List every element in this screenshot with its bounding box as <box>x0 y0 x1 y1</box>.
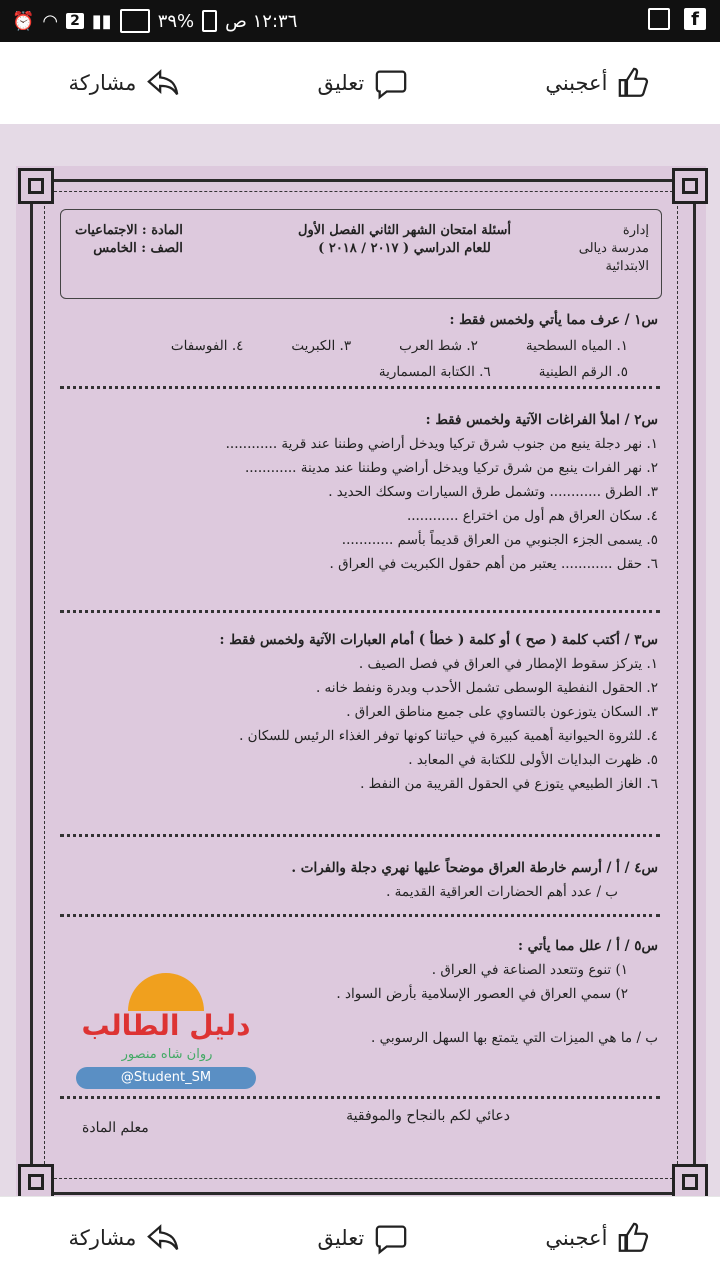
exam-wish: دعائي لكم بالنجاح والموفقية <box>346 1108 510 1124</box>
alarm-icon: ⏰ <box>12 10 35 32</box>
question-item: ٣. الطرق ............ وتشمل طرق السيارات وسكك الحديد . <box>328 484 658 500</box>
question-item: ٢) سمي العراق في العصور الإسلامية بأرض السواد . <box>336 986 628 1002</box>
dotted-divider <box>60 386 660 389</box>
comment-icon <box>374 66 408 100</box>
question-title: س٤ / أ / أرسم خارطة العراق موضحاً عليها نهري دجلة والفرات . <box>291 860 658 876</box>
question-item: ٤. للثروة الحيوانية أهمية كبيرة في حياتنا كونها توفر الغذاء الرئيس للسكان . <box>239 728 658 744</box>
watermark-logo <box>66 959 266 1099</box>
clock: ١٢:٣٦ ص <box>225 10 298 32</box>
school-type: الابتدائية <box>605 259 649 274</box>
exam-title <box>298 222 511 258</box>
dotted-divider <box>60 610 660 613</box>
term-item: ٦. الكتابة المسمارية <box>378 364 491 380</box>
share-button[interactable] <box>69 66 181 100</box>
question-item: ٣. السكان يتوزعون بالتساوي على جميع مناطق العراق . <box>346 704 658 720</box>
share-label: مشاركة <box>68 71 137 95</box>
image-icon <box>648 8 670 30</box>
comment-button[interactable] <box>317 66 408 100</box>
question-2 <box>58 404 658 572</box>
school-info <box>579 222 649 276</box>
question-title: س٣ / أكتب كلمة ( صح ) أو كلمة ( خطأ ) أمام العبارات الآتية ولخمس فقط : <box>219 632 658 648</box>
comment-label: تعليق <box>317 1226 365 1250</box>
facebook-icon: f <box>684 8 706 30</box>
exam-title-text: أسئلة امتحان الشهر الثاني الفصل الأول <box>298 223 511 238</box>
terms-row-1 <box>58 338 628 354</box>
like-label: أعجبني <box>545 1226 608 1250</box>
teacher-signature: معلم المادة <box>82 1120 149 1136</box>
term-item: ٤. الفوسفات <box>170 338 244 354</box>
share-icon <box>146 66 180 100</box>
status-bar <box>0 0 720 42</box>
question-item: ٥. ظهرت البدايات الأولى للكتابة في المعابد . <box>408 752 658 768</box>
subject-label: المادة : الاجتماعيات <box>75 223 183 238</box>
comment-label: تعليق <box>317 71 365 95</box>
battery-icon <box>202 10 217 32</box>
watermark-title: دليل الطالب <box>81 1009 251 1042</box>
grade-label: الصف : الخامس <box>93 241 183 256</box>
like-button[interactable] <box>545 1221 651 1255</box>
action-bar-bottom <box>0 1196 720 1279</box>
status-left <box>12 9 297 33</box>
dotted-divider <box>60 914 660 917</box>
exam-header <box>60 209 662 299</box>
corner-ornament <box>18 168 54 204</box>
action-bar-top <box>0 42 720 124</box>
terms-row-2 <box>58 364 628 380</box>
status-right <box>648 8 706 30</box>
signal-icon <box>120 9 150 33</box>
question-title: س٢ / املأ الفراغات الآتية ولخمس فقط : <box>425 412 658 428</box>
question-item: ١. نهر دجلة ينبع من جنوب شرق تركيا ويدخل أراضي وطننا عند قرية ............ <box>225 436 658 452</box>
question-4 <box>58 852 658 900</box>
comment-button[interactable] <box>317 1221 408 1255</box>
question-item: ٥. يسمى الجزء الجنوبي من العراق قديماً بأسم ............ <box>341 532 658 548</box>
question-item: ١) تنوع وتتعدد الصناعة في العراق . <box>431 962 628 978</box>
question-item: ٦. حقل ............ يعتبر من أهم حقول الكبريت في العراق . <box>329 556 658 572</box>
question-title: س٥ / أ / علل مما يأتي : <box>517 938 658 954</box>
battery-level: %٣٩ <box>157 10 195 32</box>
question-item: ب / ما هي الميزات التي يتمتع بها السهل الرسوبي . <box>371 1030 658 1046</box>
share-button[interactable] <box>69 1221 181 1255</box>
sim-badge: 2 <box>66 13 84 29</box>
question-item: ١. يتركز سقوط الإمطار في العراق في فصل الصيف . <box>358 656 658 672</box>
exam-year: للعام الدراسي ( ٢٠١٧ / ٢٠١٨ ) <box>318 241 491 256</box>
watermark-author: روان شاه منصور <box>121 1047 213 1062</box>
question-item: ٤. سكان العراق هم أول من اختراع ............ <box>406 508 658 524</box>
share-label: مشاركة <box>68 1226 137 1250</box>
question-item: ب / عدد أهم الحضارات العراقية القديمة . <box>386 884 618 900</box>
question-3 <box>58 624 658 792</box>
watermark-handle: @Student_SM <box>76 1067 256 1089</box>
dotted-divider <box>60 834 660 837</box>
corner-ornament <box>672 168 708 204</box>
term-item: ٥. الرقم الطينية <box>538 364 628 380</box>
question-item: ٦. الغاز الطبيعي يتوزع في الحقول القريبة من النفط . <box>360 776 658 792</box>
question-item: ٢. الحقول النفطية الوسطى تشمل الأحدب وبدرة ونفط خانه . <box>315 680 658 696</box>
thumbs-up-icon <box>617 66 651 100</box>
like-button[interactable] <box>545 66 651 100</box>
comment-icon <box>374 1221 408 1255</box>
question-title: س١ / عرف مما يأتي ولخمس فقط : <box>449 312 658 328</box>
question-1 <box>58 304 658 380</box>
signal-bars-icon: ▮▮ <box>91 10 112 32</box>
corner-ornament <box>18 1164 54 1196</box>
term-item: ٣. الكبريت <box>291 338 352 354</box>
post-photo[interactable] <box>0 124 720 1196</box>
question-item: ٢. نهر الفرات ينبع من شرق تركيا ويدخل أراضي وطننا عند مدينة ............ <box>244 460 658 476</box>
corner-ornament <box>672 1164 708 1196</box>
admin-label: إدارة <box>622 223 649 238</box>
like-label: أعجبني <box>545 71 608 95</box>
thumbs-up-icon <box>617 1221 651 1255</box>
subject-info <box>75 222 183 258</box>
wifi-icon: ◠ <box>42 10 59 32</box>
share-icon <box>146 1221 180 1255</box>
sunrise-icon <box>128 973 204 1011</box>
term-item: ٢. شط العرب <box>399 338 478 354</box>
term-item: ١. المياه السطحية <box>525 338 628 354</box>
school-name: مدرسة ديالى <box>578 241 649 256</box>
